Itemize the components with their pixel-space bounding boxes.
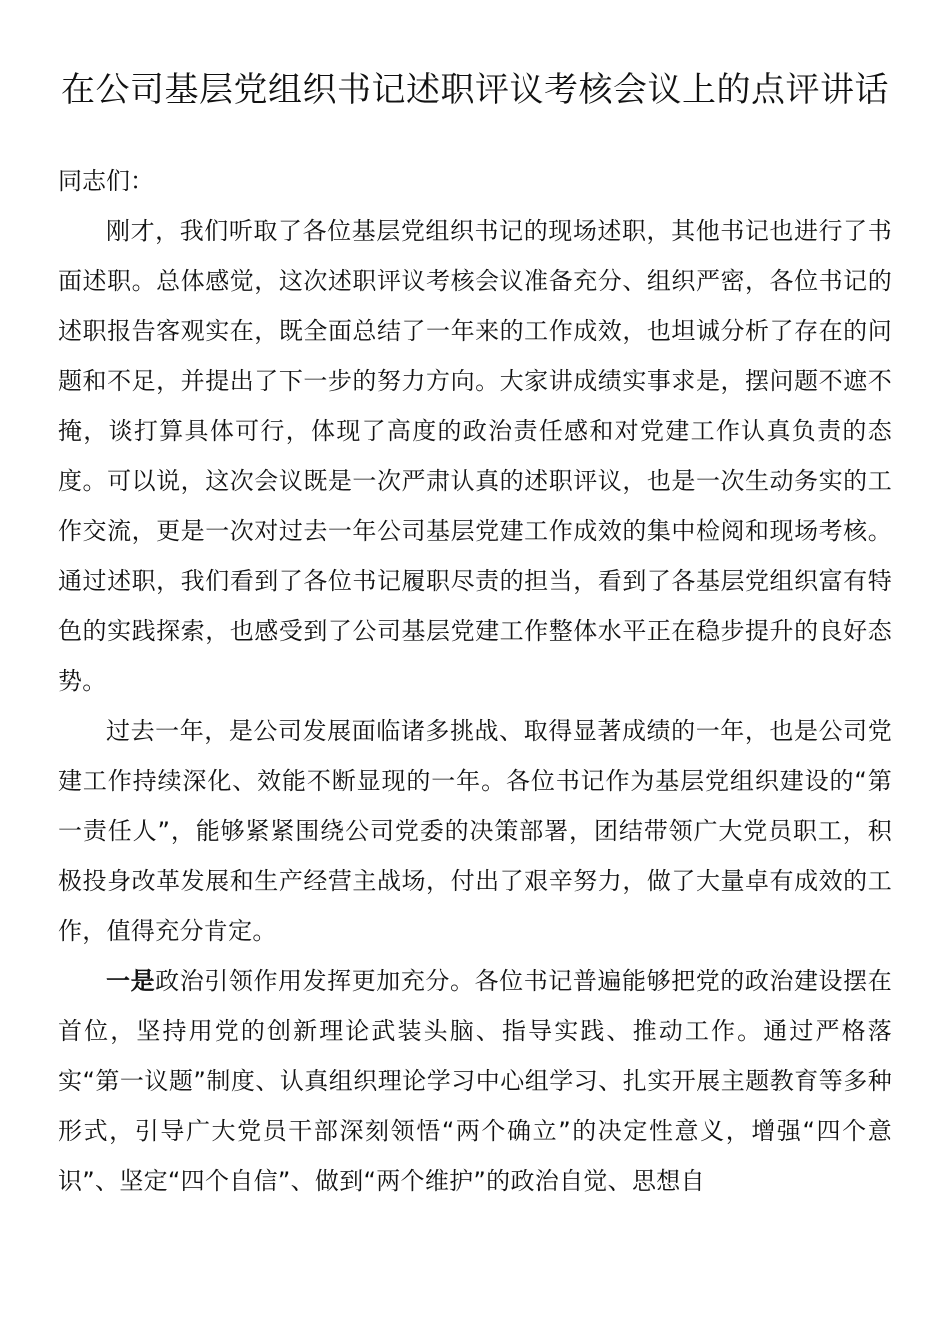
paragraph-point-one bbox=[58, 956, 892, 1206]
document-page bbox=[58, 62, 892, 1206]
paragraph-opening: 刚才，我们听取了各位基层党组织书记的现场述职，其他书记也进行了书面述职。总体感觉，这次述职评议考核会议准备充分、组织严密，各位书记的述职报告客观实在，既全面总结了一年来的工作成效，也坦诚分析了存在的问题和不足，并提出了下一步的努力方向。大家讲成绩实事求是，摆问题不遮不掩，谈打算具体可行，体现了高度的政治责任感和对党建工作认真负责的态度。可以说，这次会议既是一次严肃认真的述职评议，也是一次生动务实的工作交流，更是一次对过去一年公司基层党建工作成效的集中检阅和现场考核。通过述职，我们看到了各位书记履职尽责的担当，看到了各基层党组织富有特色的实践探索，也感受到了公司基层党建工作整体水平正在稳步提升的良好态势。 bbox=[58, 217, 892, 695]
paragraph-past-year: 过去一年，是公司发展面临诸多挑战、取得显著成绩的一年，也是公司党建工作持续深化、效能不断显现的一年。各位书记作为基层党组织建设的“第一责任人”，能够紧紧围绕公司党委的决策部署，团结带领广大党员职工，积极投身改革发展和生产经营主战场，付出了艰辛努力，做了大量卓有成效的工作，值得充分肯定。 bbox=[58, 717, 892, 945]
document-title: 在公司基层党组织书记述职评议考核会议上的点评讲话 bbox=[61, 70, 889, 110]
point-one-lead: 一是 bbox=[106, 967, 156, 995]
salutation: 同志们： bbox=[58, 167, 154, 195]
point-one-text: 政治引领作用发挥更加充分。各位书记普遍能够把党的政治建设摆在首位，坚持用党的创新理论武装头脑、指导实践、推动工作。通过严格落实“第一议题”制度、认真组织理论学习中心组学习、扎实开展主题教育等多种形式，引导广大党员干部深刻领悟“两个确立”的决定性意义，增强“四个意识”、坚定“四个自信”、做到“两个维护”的政治自觉、思想自 bbox=[58, 967, 893, 1195]
